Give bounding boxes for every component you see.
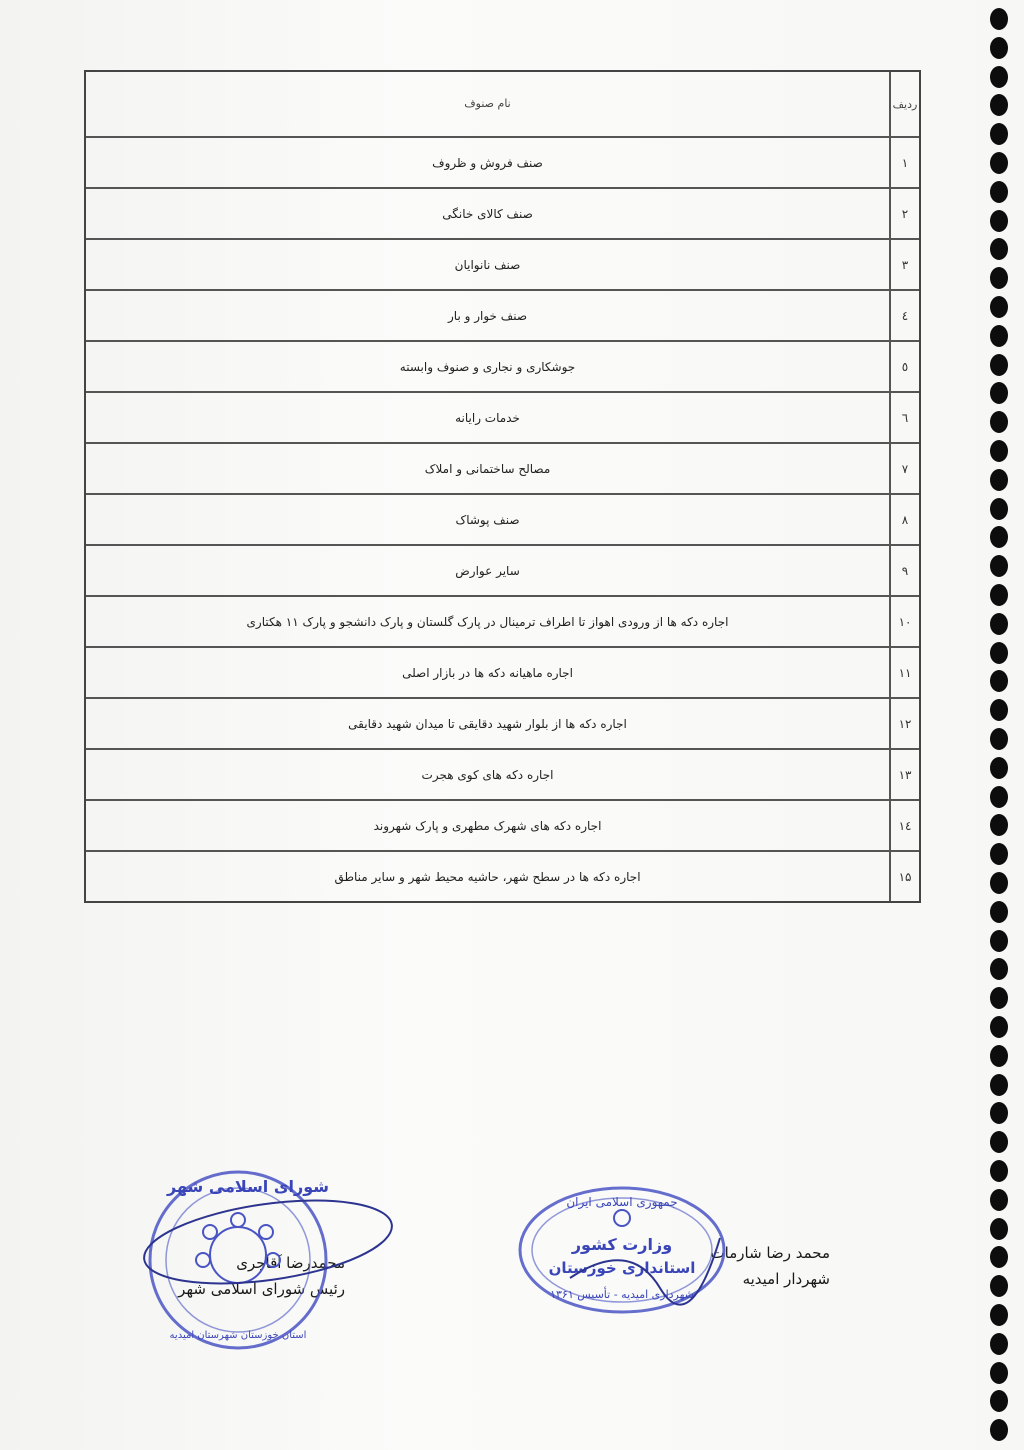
binding-hole <box>990 37 1008 59</box>
binding-hole <box>990 1102 1008 1124</box>
guild-name: اجاره دکه های کوی هجرت <box>421 767 554 782</box>
row-number: ۱۰ <box>889 597 919 646</box>
row-number: ۱۱ <box>889 648 919 697</box>
guild-name: صنف پوشاک <box>455 512 520 527</box>
spiral-binding <box>986 8 1014 1448</box>
council-emblem-icon <box>196 1213 280 1283</box>
binding-hole <box>990 670 1008 692</box>
table-row <box>86 748 919 799</box>
binding-hole <box>990 1131 1008 1153</box>
binding-hole <box>990 1160 1008 1182</box>
header-row-number: ردیف <box>889 72 919 136</box>
guild-name: صنف کالای خانگی <box>442 206 533 221</box>
binding-hole <box>990 411 1008 433</box>
binding-hole <box>990 843 1008 865</box>
table-row <box>86 493 919 544</box>
binding-hole <box>990 1218 1008 1240</box>
mayor-name: محمد رضا شارمات <box>710 1244 830 1262</box>
row-number: ۱۲ <box>889 699 919 748</box>
ministry-stamp <box>510 1178 740 1328</box>
guild-name: خدمات رایانه <box>455 410 520 425</box>
binding-hole <box>990 526 1008 548</box>
council-stamp-bottom: استان خوزستان شهرستان امیدیه <box>169 1330 307 1341</box>
table-row <box>86 646 919 697</box>
guild-name: جوشکاری و نجاری و صنوف وابسته <box>399 359 576 374</box>
binding-hole <box>990 987 1008 1009</box>
binding-hole <box>990 8 1008 30</box>
binding-hole <box>990 123 1008 145</box>
binding-hole <box>990 152 1008 174</box>
binding-hole <box>990 1275 1008 1297</box>
binding-hole <box>990 1074 1008 1096</box>
row-number: ٦ <box>889 393 919 442</box>
row-number: ۸ <box>889 495 919 544</box>
header-guild-name: نام صنوف <box>464 97 511 110</box>
table-header-row <box>86 72 919 136</box>
binding-hole <box>990 440 1008 462</box>
binding-hole <box>990 1246 1008 1268</box>
binding-hole <box>990 1333 1008 1355</box>
row-number: ٥ <box>889 342 919 391</box>
binding-hole <box>990 786 1008 808</box>
binding-hole <box>990 699 1008 721</box>
binding-hole <box>990 613 1008 635</box>
binding-hole <box>990 814 1008 836</box>
guild-name: اجاره دکه ها در سطح شهر، حاشیه محیط شهر و سایر مناطق <box>334 869 641 884</box>
council-signature-stroke <box>139 1187 397 1297</box>
table-row <box>86 442 919 493</box>
binding-hole <box>990 872 1008 894</box>
ministry-stamp-mid: وزارت کشور <box>571 1235 673 1254</box>
table-row <box>86 136 919 187</box>
binding-hole <box>990 94 1008 116</box>
table-row <box>86 544 919 595</box>
guild-name: صنف خوار و بار <box>448 308 528 323</box>
guilds-table <box>84 70 921 903</box>
table-row <box>86 850 919 901</box>
binding-hole <box>990 325 1008 347</box>
row-number: ۱۳ <box>889 750 919 799</box>
binding-hole <box>990 210 1008 232</box>
binding-hole <box>990 958 1008 980</box>
table-row <box>86 340 919 391</box>
binding-hole <box>990 555 1008 577</box>
binding-hole <box>990 296 1008 318</box>
binding-hole <box>990 1362 1008 1384</box>
binding-hole <box>990 728 1008 750</box>
guild-name: اجاره ماهیانه دکه ها در بازار اصلی <box>402 665 573 680</box>
row-number: ۳ <box>889 240 919 289</box>
guild-name: اجاره دکه های شهرک مطهری و پارک شهروند <box>373 818 602 833</box>
council-head-name: محمدرضا آقاجری <box>236 1254 345 1272</box>
binding-hole <box>990 930 1008 952</box>
binding-hole <box>990 267 1008 289</box>
row-number: ٤ <box>889 291 919 340</box>
table-row <box>86 289 919 340</box>
binding-hole <box>990 1045 1008 1067</box>
binding-hole <box>990 584 1008 606</box>
mayor-title: شهردار امیدیه <box>742 1270 830 1288</box>
ministry-stamp-bottom: شهرداری امیدیه - تأسیس ۱۳۶۱ <box>550 1288 694 1301</box>
guild-name: صنف نانوایان <box>454 257 521 272</box>
ministry-stamp-top: جمهوری اسلامی ایران <box>566 1195 678 1209</box>
row-number: ۱۵ <box>889 852 919 901</box>
binding-hole <box>990 66 1008 88</box>
table-row <box>86 391 919 442</box>
binding-hole <box>990 1390 1008 1412</box>
council-stamp-top: شورای اسلامی شهر <box>167 1177 329 1196</box>
binding-hole <box>990 238 1008 260</box>
guild-name: اجاره دکه ها از ورودی اهواز تا اطراف ترمینال در پارک گلستان و پارک دانشجو و پارک ۱۱ هکتاری <box>246 614 729 629</box>
table-row <box>86 799 919 850</box>
binding-hole <box>990 642 1008 664</box>
council-stamp <box>138 1160 398 1360</box>
row-number: ۷ <box>889 444 919 493</box>
binding-hole <box>990 757 1008 779</box>
binding-hole <box>990 1419 1008 1441</box>
guild-name: مصالح ساختمانی و املاک <box>424 461 551 476</box>
table-row <box>86 697 919 748</box>
row-number: ۱ <box>889 138 919 187</box>
row-number: ۹ <box>889 546 919 595</box>
binding-hole <box>990 1304 1008 1326</box>
table-row <box>86 238 919 289</box>
guild-name: اجاره دکه ها از بلوار شهید دقایقی تا میدان شهید دقایقی <box>348 716 627 731</box>
row-number: ١٤ <box>889 801 919 850</box>
guild-name: سایر عوارض <box>455 563 520 578</box>
binding-hole <box>990 354 1008 376</box>
binding-hole <box>990 498 1008 520</box>
ministry-stamp-low: استانداری خوزستان <box>548 1259 696 1277</box>
binding-hole <box>990 901 1008 923</box>
table-row <box>86 187 919 238</box>
row-number: ۲ <box>889 189 919 238</box>
binding-hole <box>990 181 1008 203</box>
council-head-title: رئیس شورای اسلامی شهر <box>178 1280 345 1298</box>
table-row <box>86 595 919 646</box>
binding-hole <box>990 1016 1008 1038</box>
binding-hole <box>990 382 1008 404</box>
binding-hole <box>990 469 1008 491</box>
guild-name: صنف فروش و ظروف <box>432 155 543 170</box>
binding-hole <box>990 1189 1008 1211</box>
